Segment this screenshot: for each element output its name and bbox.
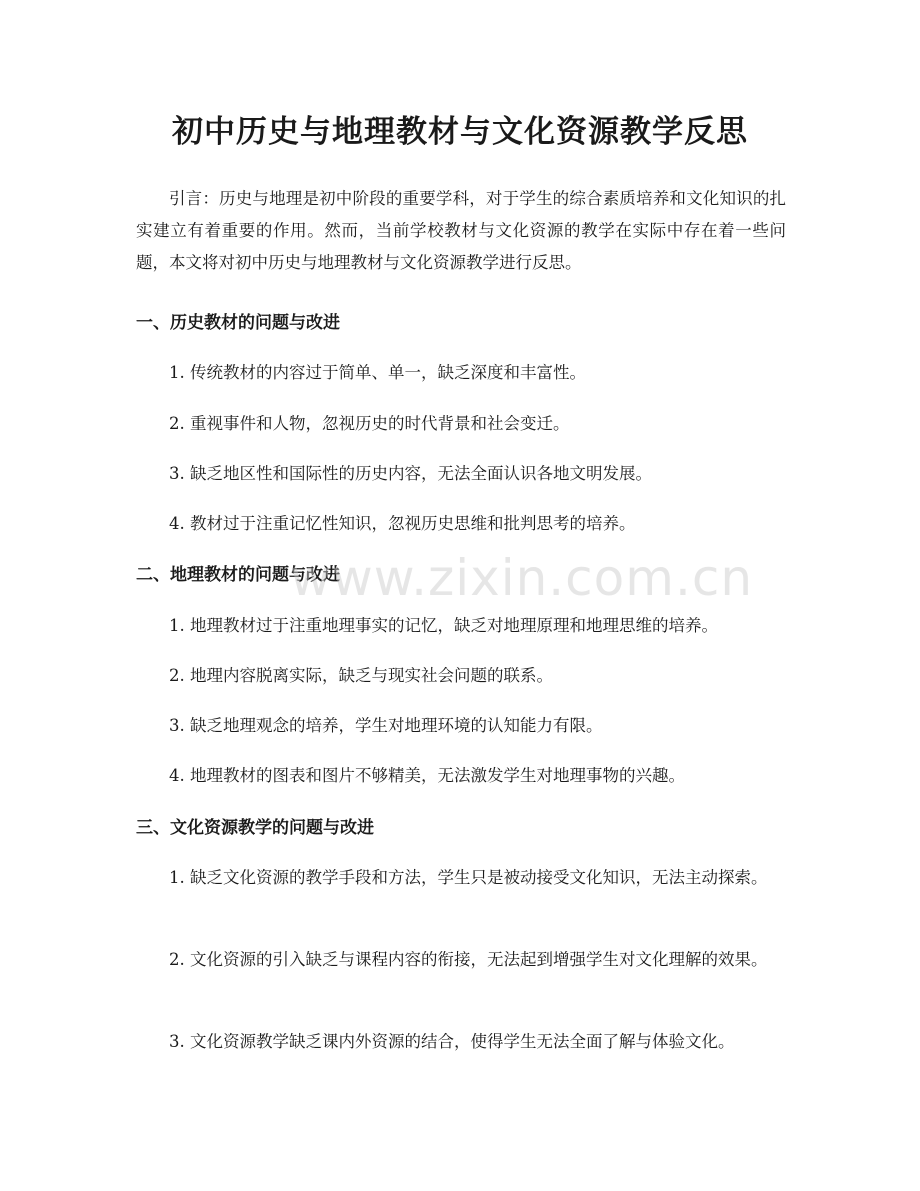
section-heading-culture: 三、文化资源教学的问题与改进: [136, 818, 374, 838]
watermark-text: www.zixin.com.cn: [290, 549, 754, 607]
document-title: 初中历史与地理教材与文化资源教学反思: [172, 114, 748, 150]
intro-paragraph: 引言：历史与地理是初中阶段的重要学科，对于学生的综合素质培养和文化知识的扎实建立有着重要的作用。然而，当前学校教材与文化资源的教学在实际中存在着一些问题，本文将对初中历史与地理教材与文化资源教学进行反思。: [136, 189, 786, 272]
list-item: 1. 地理教材过于注重地理事实的记忆，缺乏对地理原理和地理思维的培养。: [169, 616, 718, 635]
list-item: 2. 文化资源的引入缺乏与课程内容的衔接，无法起到增强学生对文化理解的效果。: [169, 950, 768, 969]
list-item: 1. 传统教材的内容过于简单、单一，缺乏深度和丰富性。: [169, 363, 586, 382]
list-item: 1. 缺乏文化资源的教学手段和方法，学生只是被动接受文化知识，无法主动探索。: [169, 868, 768, 887]
list-item: 4. 教材过于注重记忆性知识，忽视历史思维和批判思考的培养。: [169, 514, 636, 533]
section-heading-history: 一、历史教材的问题与改进: [136, 313, 340, 333]
list-item: 4. 地理教材的图表和图片不够精美，无法激发学生对地理事物的兴趣。: [169, 766, 685, 785]
list-item: 3. 缺乏地理观念的培养，学生对地理环境的认知能力有限。: [169, 716, 603, 735]
list-item: 3. 文化资源教学缺乏课内外资源的结合，使得学生无法全面了解与体验文化。: [169, 1032, 735, 1051]
list-item: 2. 地理内容脱离实际，缺乏与现实社会问题的联系。: [169, 666, 553, 685]
list-item: 2. 重视事件和人物，忽视历史的时代背景和社会变迁。: [169, 414, 570, 433]
list-item: 3. 缺乏地区性和国际性的历史内容，无法全面认识各地文明发展。: [169, 464, 652, 483]
section-heading-geography: 二、地理教材的问题与改进: [136, 565, 340, 585]
